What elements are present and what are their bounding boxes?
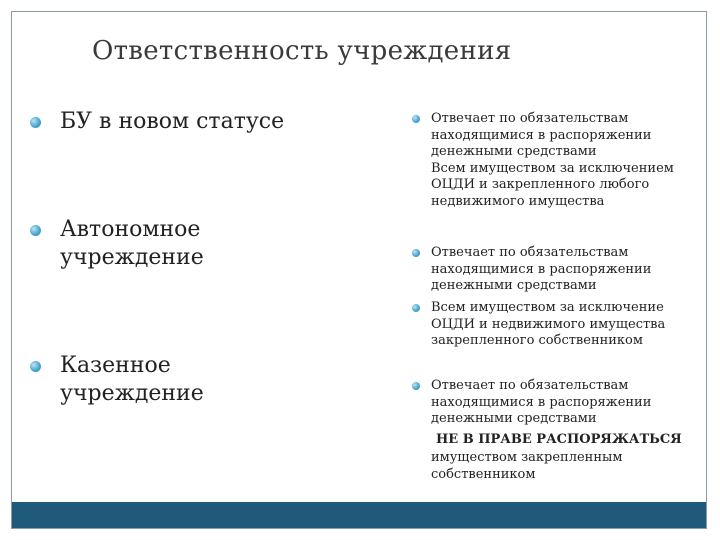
bullet-icon — [412, 249, 420, 257]
left-item-state — [30, 352, 204, 408]
right-item-state-property — [412, 450, 622, 483]
left-item-autonomous — [30, 216, 204, 272]
right-item-bu-liability — [412, 111, 674, 210]
right-item-text: Отвечает по обязательствам находящимися в распоряжении денежными средствами Всем имуществом за исключением ОЦДИ и закрепленного любого недвижимого имущества — [431, 111, 674, 209]
restriction-label: НЕ В ПРАВЕ РАСПОРЯЖАТЬСЯ — [436, 432, 682, 447]
right-item-text: Отвечает по обязательствам находящимися в распоряжении денежными средствами — [431, 378, 652, 426]
right-item-state-restriction — [412, 432, 682, 449]
left-item-label: БУ в новом статусе — [60, 109, 285, 134]
bullet-icon — [30, 225, 41, 236]
left-item-label: Казенное учреждение — [60, 353, 204, 406]
right-item-text: имуществом закрепленным собственником — [431, 450, 623, 482]
left-item-label: Автономное учреждение — [60, 217, 204, 270]
right-item-autonomous-liability — [412, 245, 651, 295]
left-item-bu — [30, 108, 284, 136]
bullet-icon — [412, 115, 420, 123]
right-item-text: Всем имуществом за исключение ОЦДИ и недвижимого имущества закрепленного собственником — [431, 300, 666, 348]
slide-title: Ответственность учреждения — [92, 36, 512, 66]
bullet-icon — [30, 361, 41, 372]
right-item-autonomous-property — [412, 300, 665, 350]
bullet-icon — [412, 382, 420, 390]
right-item-state-liability — [412, 378, 651, 428]
bullet-icon — [30, 117, 41, 128]
right-item-text: Отвечает по обязательствам находящимися в распоряжении денежными средствами — [431, 245, 652, 293]
bottom-bar — [12, 502, 706, 528]
bullet-icon — [412, 304, 420, 312]
